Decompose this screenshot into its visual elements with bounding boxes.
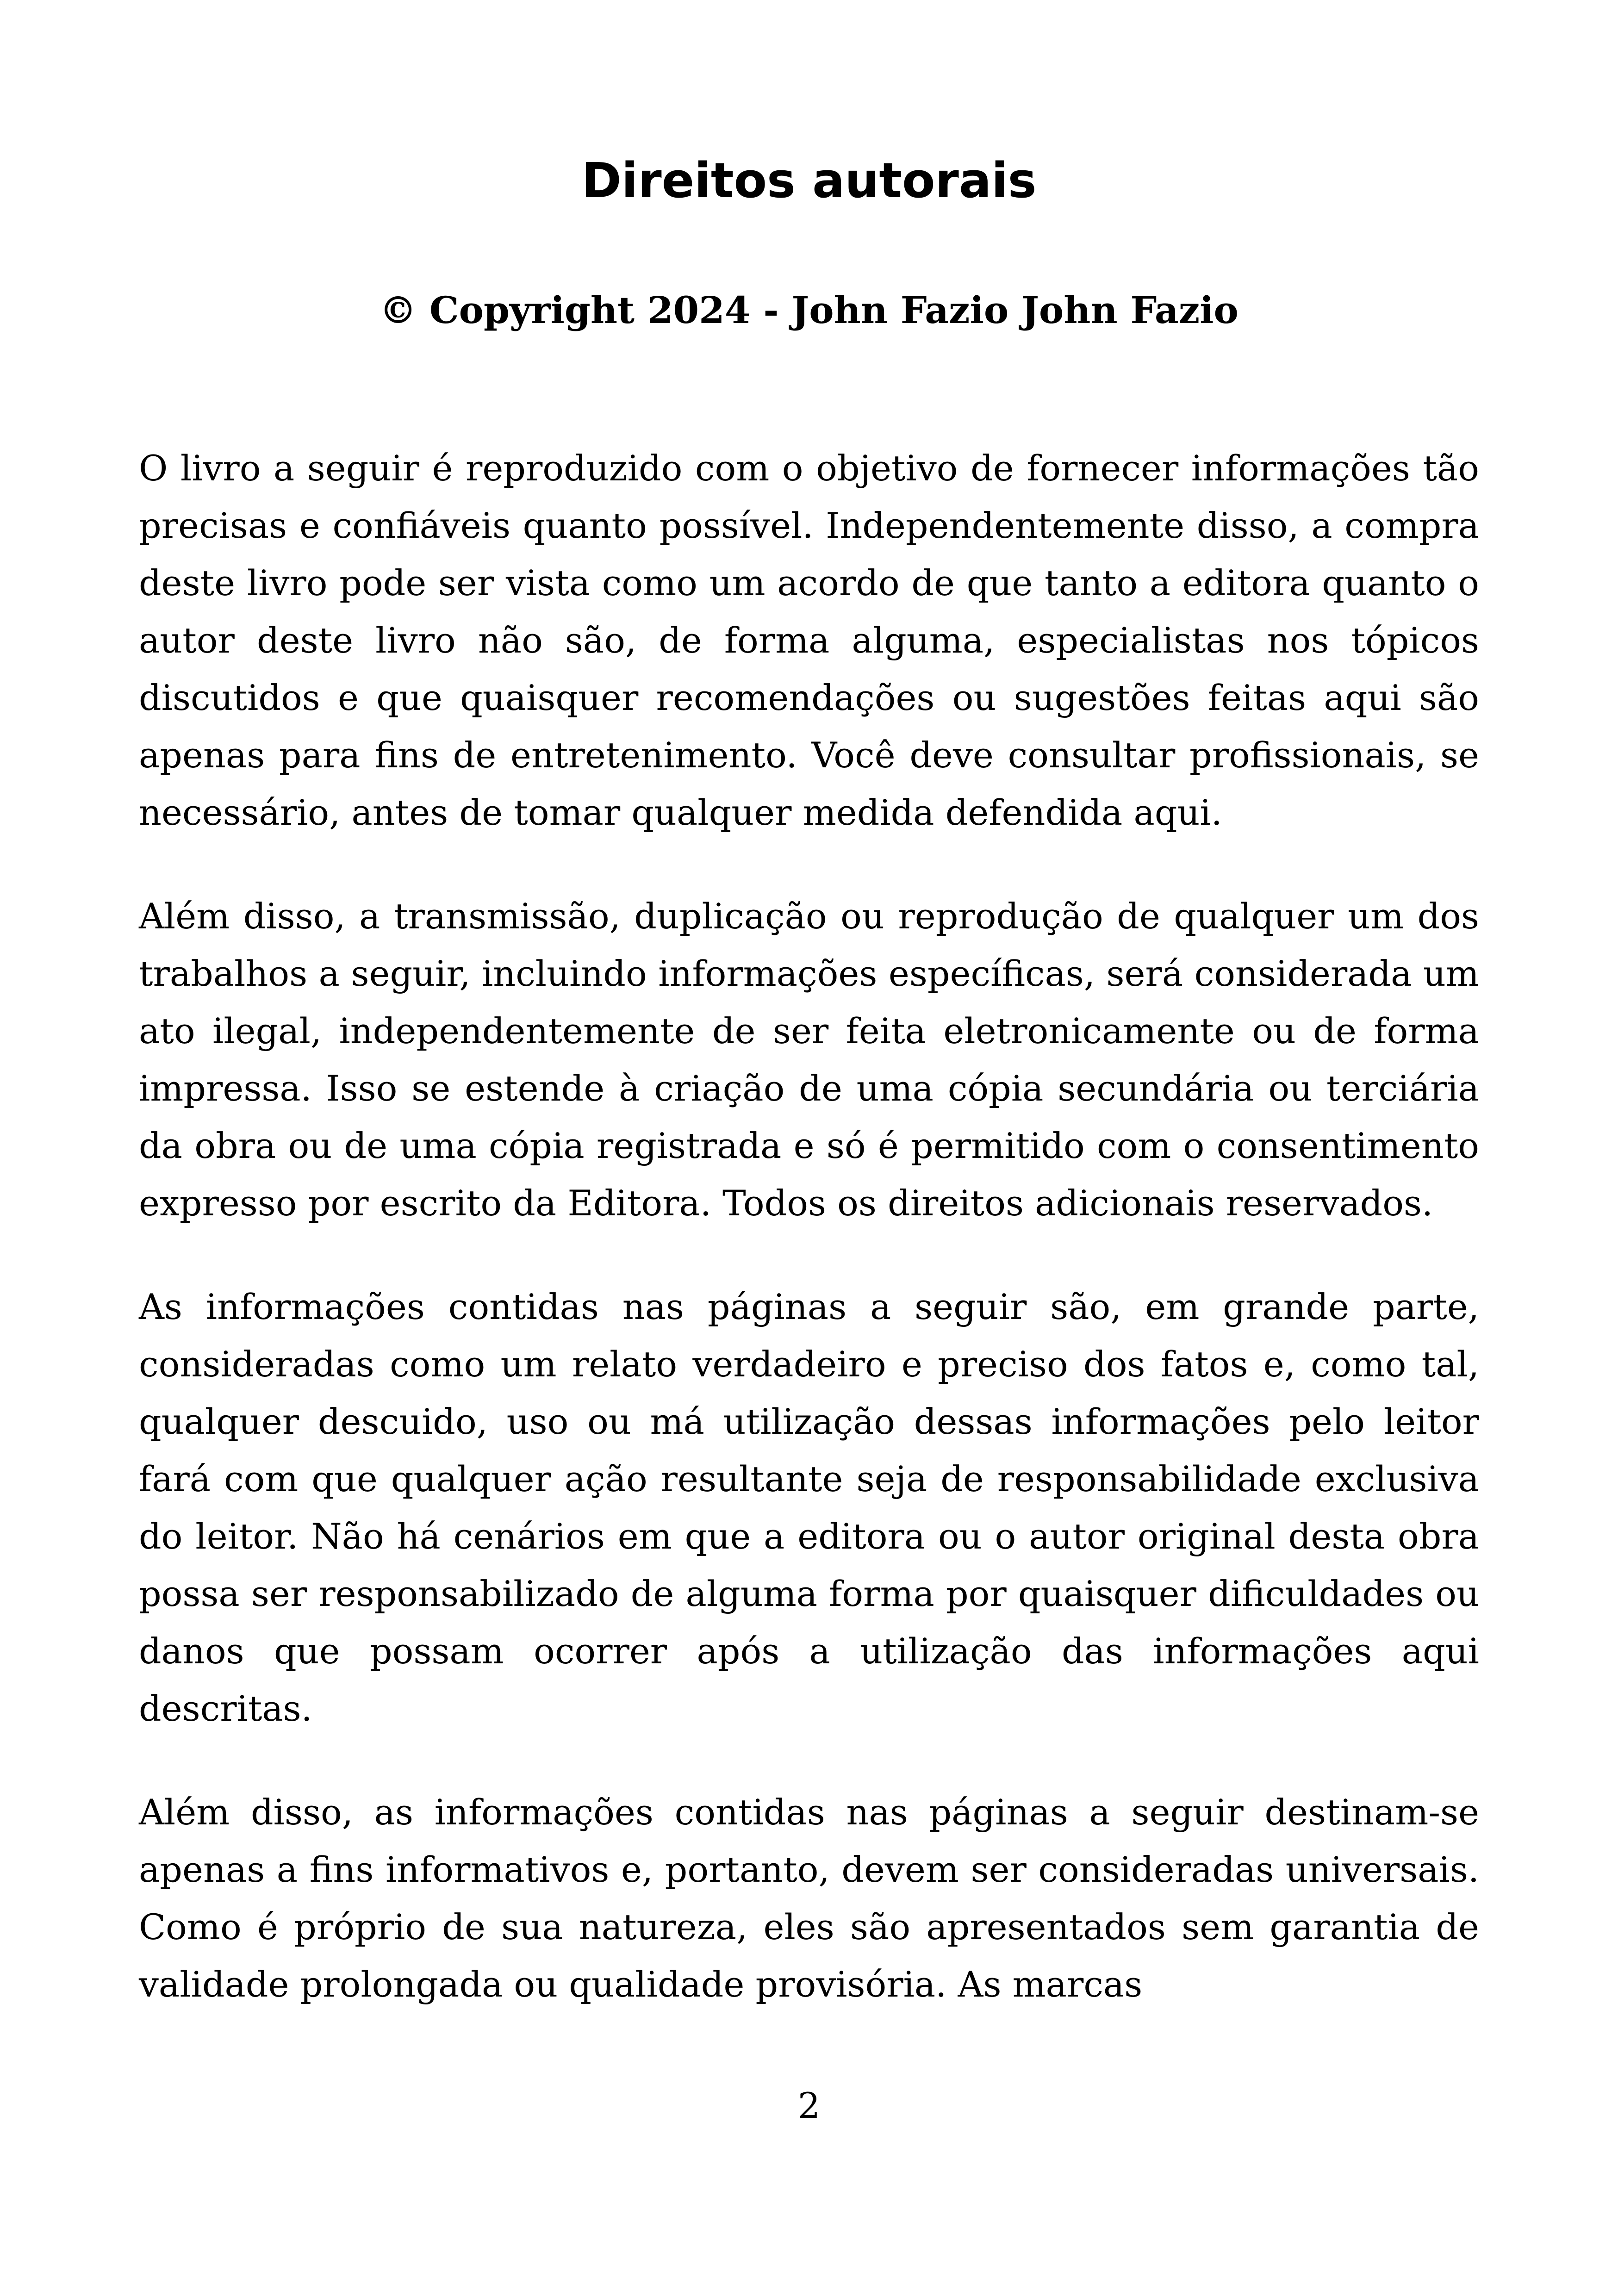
- paragraph: As informações contidas nas páginas a seguir são, em grande parte, consideradas como um relato verdadeiro e preciso dos fatos e, como tal, qualquer descuido, uso ou má utilização dessas informações pelo leitor fará com que qualquer ação resultante seja de responsabilidade exclusiva do leitor. Não há cenários em que a editora ou o autor original desta obra possa ser responsabilizado de alguma forma por quaisquer dificuldades ou danos que possam ocorrer após a utilização das informações aqui descritas.: [139, 1286, 1479, 1729]
- page-number: 2: [797, 2085, 821, 2126]
- page-title: Direitos autorais: [581, 152, 1037, 209]
- paragraph: O livro a seguir é reproduzido com o objetivo de fornecer informações tão precisas e confiáveis quanto possível. Independentemente disso, a compra deste livro pode ser vista como um acordo de que tanto a editora quanto o autor deste livro não são, de forma alguma, especialistas nos tópicos discutidos e que quaisquer recomendações ou sugestões feitas aqui são apenas para fins de entretenimento. Você deve consultar profissionais, se necessário, antes de tomar qualquer medida defendida aqui.: [139, 448, 1479, 833]
- paragraph: Além disso, as informações contidas nas páginas a seguir destinam-se apenas a fins informativos e, portanto, devem ser consideradas universais. Como é próprio de sua natureza, eles são apresentados sem garantia de validade prolongada ou qualidade provisória. As marcas: [139, 1792, 1479, 2005]
- body-text: [139, 440, 1479, 2060]
- copyright-line: © Copyright 2024 - John Fazio John Fazio: [380, 288, 1238, 332]
- paragraph: Além disso, a transmissão, duplicação ou reprodução de qualquer um dos trabalhos a seguir, incluindo informações específicas, será considerada um ato ilegal, independentemente de ser feita eletronicamente ou de forma impressa. Isso se estende à criação de uma cópia secundária ou terciária da obra ou de uma cópia registrada e só é permitido com o consentimento expresso por escrito da Editora. Todos os direitos adicionais reservados.: [139, 896, 1479, 1224]
